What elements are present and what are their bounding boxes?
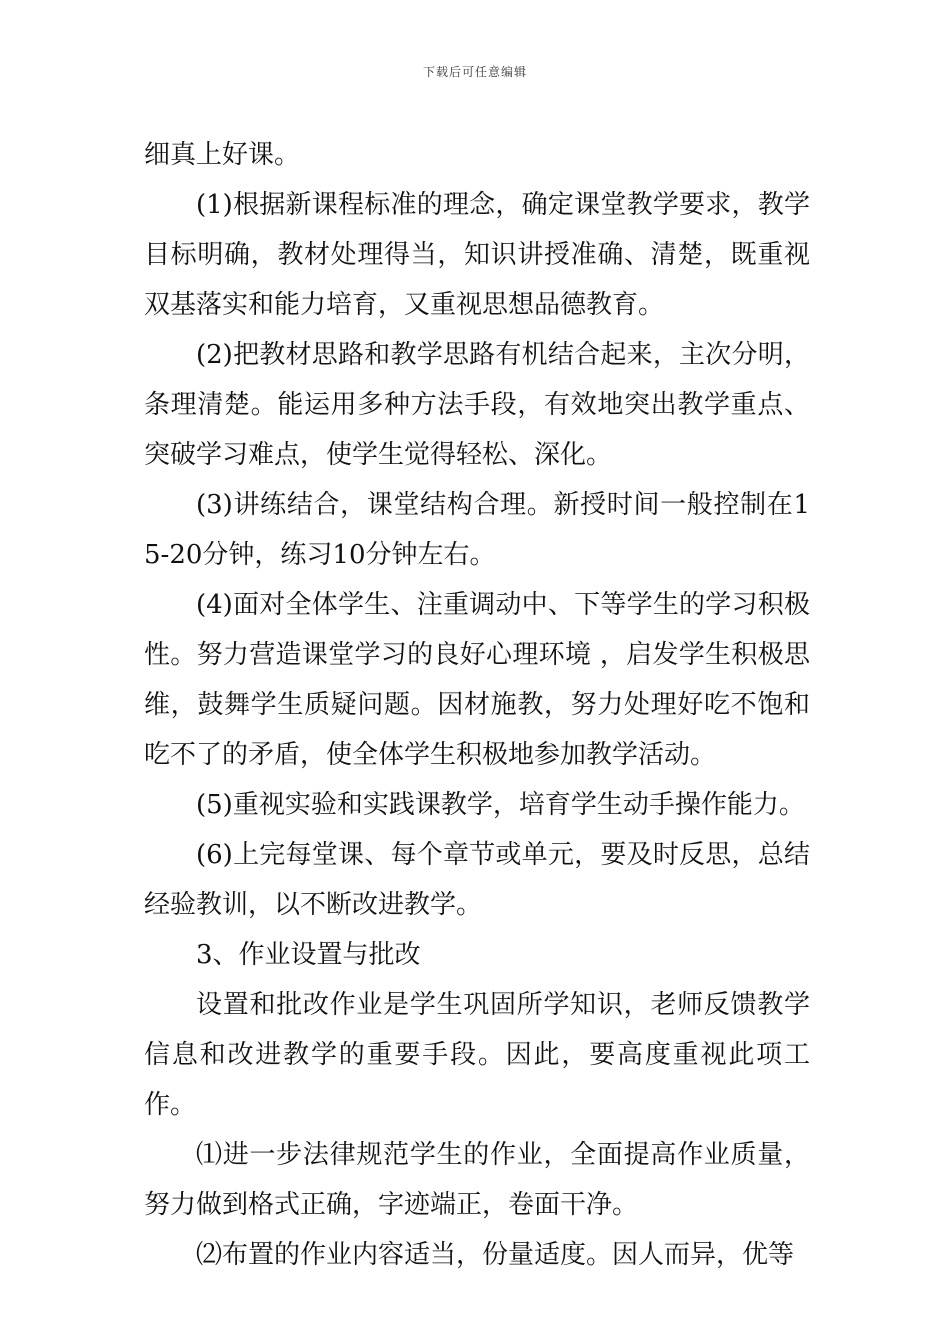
page-header-watermark: 下载后可任意编辑 (422, 65, 527, 79)
section-heading-homework: 3、作业设置与批改 (196, 940, 421, 970)
paragraph-item-4: (4)面对全体学生、注重调动中、下等学生的学习积极性。努力营造课堂学习的良好心理环境 ，启发学生积极思维，鼓舞学生质疑问题。因材施教，努力处理好吃不饱和吃不了的矛盾，使全体学生积极地参加教学活动。 (144, 590, 810, 770)
paragraph-continuation: 细真上好课。 (144, 140, 301, 170)
document-body (144, 130, 810, 1280)
paragraph-item-2: (2)把教材思路和教学思路有机结合起来，主次分明，条理清楚。能运用多种方法手段，有效地突出教学重点、突破学习难点，使学生觉得轻松、深化。 (144, 340, 810, 470)
paragraph-item-3: (3)讲练结合，课堂结构合理。新授时间一般控制在15-20分钟，练习10分钟左右。 (144, 490, 810, 570)
paragraph-homework-item-2: ⑵布置的作业内容适当，份量适度。因人而异，优等 (196, 1240, 795, 1270)
paragraph-homework-intro: 设置和批改作业是学生巩固所学知识，老师反馈教学信息和改进教学的重要手段。因此，要高度重视此项工作。 (144, 990, 810, 1120)
paragraph-item-1: (1)根据新课程标准的理念，确定课堂教学要求，教学目标明确，教材处理得当，知识讲授准确、清楚，既重视双基落实和能力培育，又重视思想品德教育。 (144, 190, 810, 320)
paragraph-item-6: (6)上完每堂课、每个章节或单元，要及时反思，总结经验教训，以不断改进教学。 (144, 840, 810, 920)
paragraph-homework-item-1: ⑴进一步法律规范学生的作业，全面提高作业质量，努力做到格式正确，字迹端正，卷面干净。 (144, 1140, 810, 1220)
paragraph-item-5: (5)重视实验和实践课教学，培育学生动手操作能力。 (196, 790, 805, 820)
